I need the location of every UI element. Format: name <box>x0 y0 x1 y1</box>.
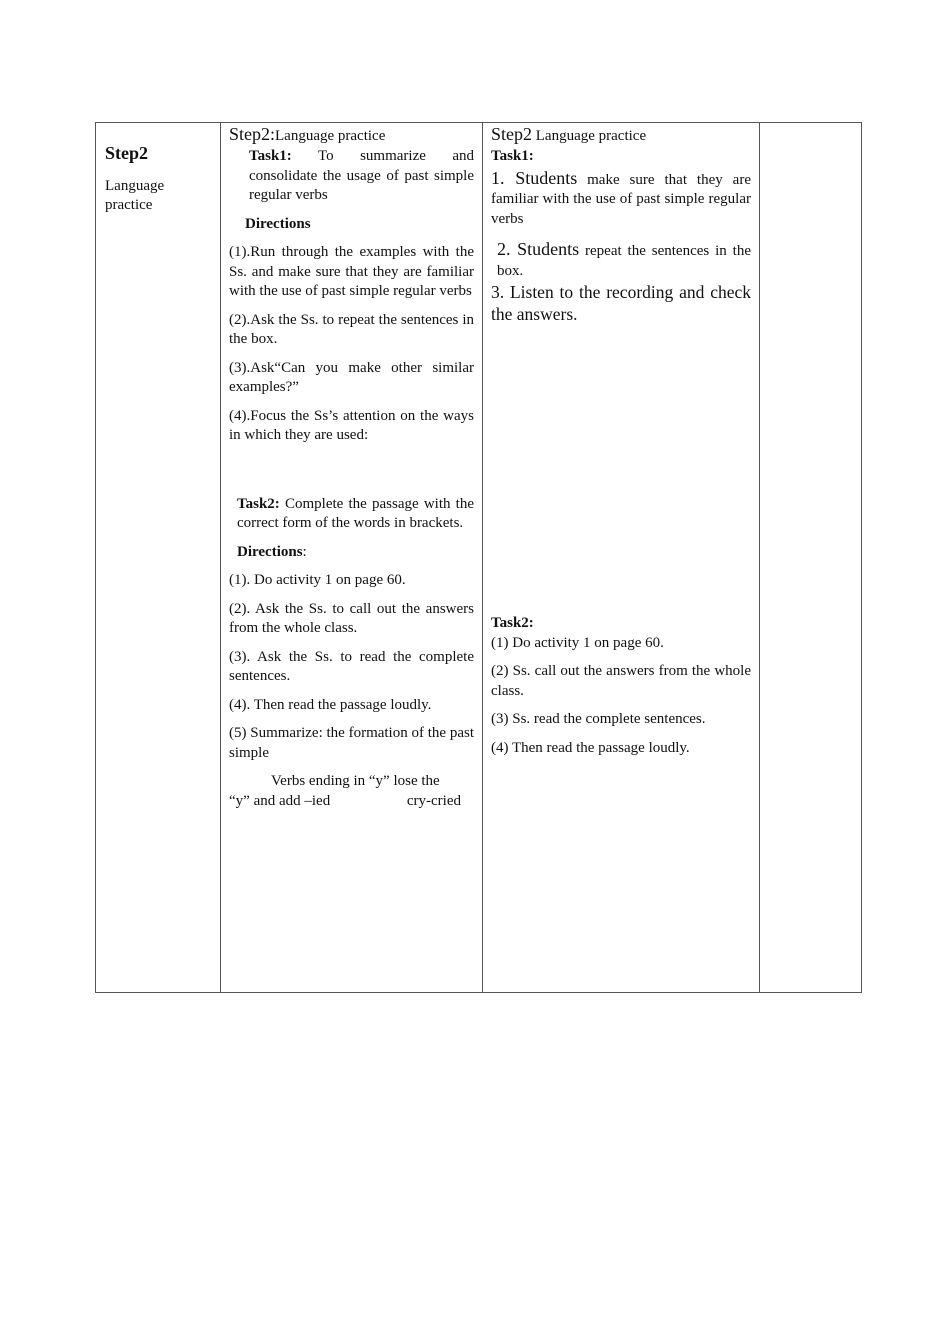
student-task2-label: Task2: <box>491 615 534 631</box>
direction-item: (3). Ask the Ss. to read the complete sentences. <box>229 648 474 684</box>
student-heading: Step2 Language practice <box>491 124 647 144</box>
task1-text: To summarize and consolidate the usage of past simple regular verbs <box>249 148 474 203</box>
student-item: 3. Listen to the recording and check the answers. <box>491 282 751 324</box>
student-item: (4) Then read the passage loudly. <box>491 739 690 756</box>
task2-label: Task2: <box>237 495 280 512</box>
student-task1-label: Task1: <box>491 148 534 164</box>
step-label-cell <box>96 123 221 993</box>
student-item: (2) Ss. call out the answers from the whole class. <box>491 663 751 699</box>
task1-label: Task1: <box>249 148 292 164</box>
teacher-heading: Step2:Language practice <box>229 124 386 144</box>
direction-item: (1).Run through the examples with the Ss. and make sure that they are familiar with the use of past simple regular verbs <box>229 244 474 299</box>
directions-heading-1: Directions <box>245 215 311 232</box>
step-title: Step2 <box>105 143 149 163</box>
step-subtitle-line2: practice <box>105 197 153 213</box>
student-item: 2. Students repeat the sentences in the box. <box>497 239 751 279</box>
table-row <box>96 123 862 993</box>
teacher-activities-cell <box>221 123 483 993</box>
direction-item: (2).Ask the Ss. to repeat the sentences in the box. <box>229 311 474 347</box>
student-activities-cell <box>483 123 760 993</box>
direction-item: (4). Then read the passage loudly. <box>229 696 432 713</box>
direction-item: (2). Ask the Ss. to call out the answers from the whole class. <box>229 600 474 636</box>
teacher-task1 <box>229 147 474 206</box>
verbs-rule-example: cry-cried <box>406 792 461 809</box>
student-item: (1) Do activity 1 on page 60. <box>491 634 664 651</box>
direction-item: (4).Focus the Ss’s attention on the ways in which they are used: <box>229 407 474 443</box>
verbs-rule-text: “y” and add –ied <box>229 792 331 809</box>
step-subtitle-line1: Language <box>105 178 165 194</box>
direction-item: (3).Ask“Can you make other similar examples?” <box>229 359 474 395</box>
student-item: (3) Ss. read the complete sentences. <box>491 711 706 727</box>
teacher-task2 <box>229 495 474 534</box>
lesson-plan-table <box>95 122 862 993</box>
verbs-rule-line2 <box>229 792 461 812</box>
notes-cell <box>760 123 862 993</box>
task2-text: Complete the passage with the correct form of the words in brackets. <box>237 495 474 531</box>
direction-item: (1). Do activity 1 on page 60. <box>229 572 406 588</box>
directions-heading-2: Directions: <box>237 543 307 560</box>
student-item: 1. Students make sure that they are familiar with the use of past simple regular verbs <box>491 167 751 227</box>
verbs-rule-line1: Verbs ending in “y” lose the <box>271 773 440 789</box>
direction-item: (5) Summarize: the formation of the past simple <box>229 725 474 761</box>
